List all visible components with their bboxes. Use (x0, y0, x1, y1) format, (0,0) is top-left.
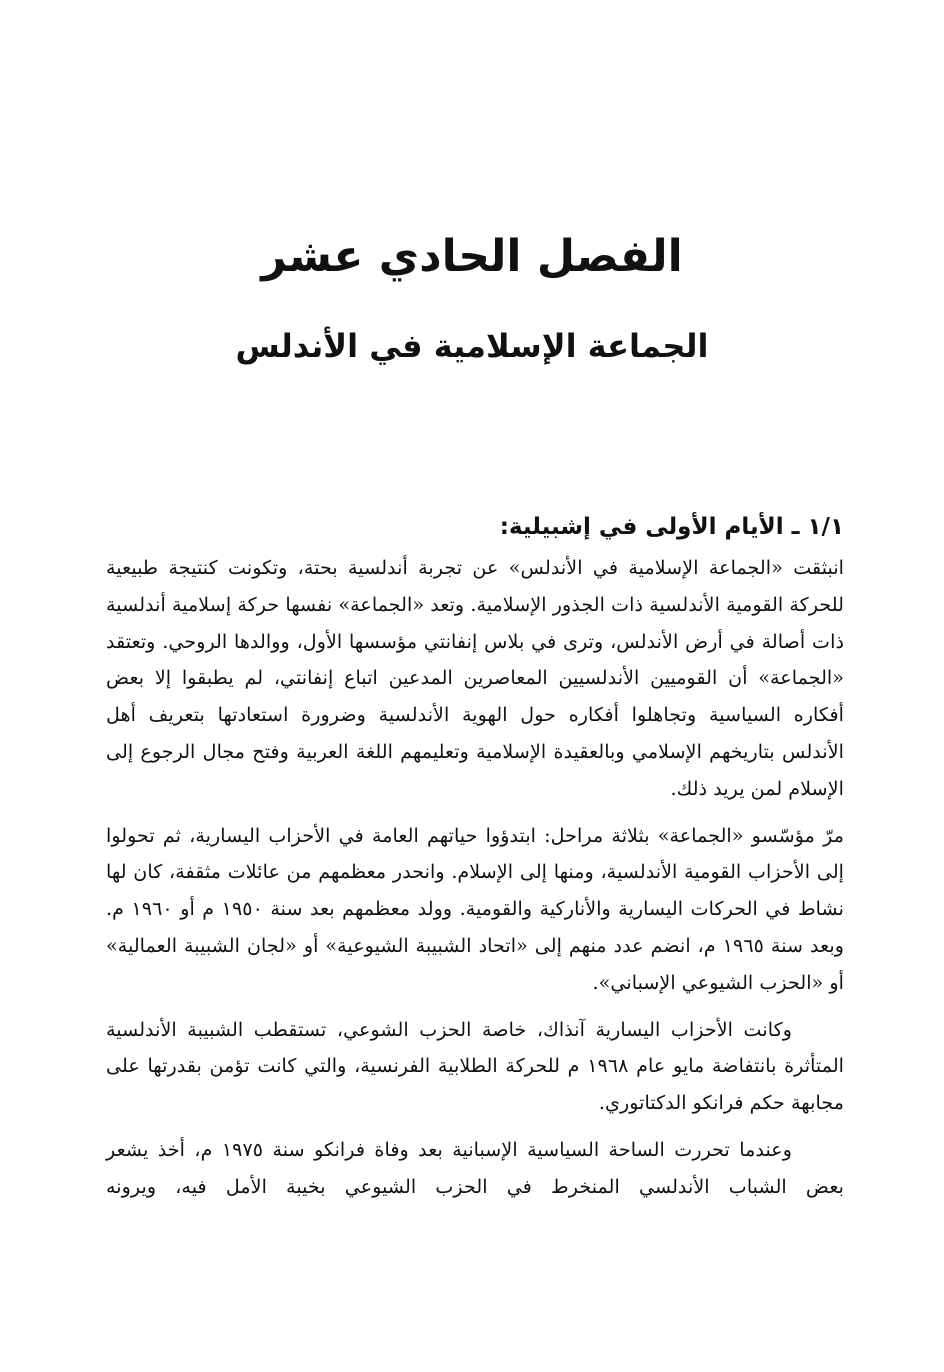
chapter-subtitle: الجماعة الإسلامية في الأندلس (235, 327, 709, 365)
paragraph-3: وكانت الأحزاب اليسارية آنذاك، خاصة الحزب الشوعي، تستقطب الشبيبة الأندلسية المتأثرة بانتفاضة مايو عام ١٩٦٨ م للحركة الطلابية الفرنسية، والتي كانت تؤمن بقدرتها على مجابهة حكم فرانكو الدكتاتوري. (106, 1017, 844, 1115)
paragraph-1: انبثقت «الجماعة الإسلامية في الأندلس» عن تجربة أندلسية بحتة، وتكونت كنتيجة طبيعية للحركة القومية الأندلسية ذات الجذور الإسلامية. وتعد «الجماعة» نفسها حركة إسلامية أندلسية ذات أصالة في أرض الأندلس، وترى في بلاس إنفانتي مؤسسها الأول، ووالدها الروحي. وتعتقد «الجماعة» أن القوميين الأندلسيين المعاصرين المدعين اتباع إنفانتي، لم يطبقوا إلا بعض أفكاره السياسية وتجاهلوا أفكاره حول الهوية الأندلسية وضرورة استعادتها بتعريف أهل الأندلس بتاريخهم الإسلامي وبالعقيدة الإسلامية وتعليمهم اللغة العربية وفتح مجال الرجوع إلى الإسلام لمن يريد ذلك. (106, 556, 844, 800)
paragraph-2: مرّ مؤسّسو «الجماعة» بثلاثة مراحل: ابتدؤوا حياتهم العامة في الأحزاب اليسارية، ثم تحولوا إلى الأحزاب القومية الأندلسية، ومنها إلى الإسلام. وانحدر معظمهم من عائلات مثقفة، كان لها نشاط في الحركات اليسارية والأناركية والقومية. وولد معظمهم بعد سنة ١٩٥٠ م أو ١٩٦٠ م. وبعد سنة ١٩٦٥ م، انضم عدد منهم إلى «اتحاد الشبيبة الشيوعية» أو «لجان الشبيبة العمالية» أو «الحزب الشيوعي الإسباني». (106, 823, 844, 994)
chapter-title: الفصل الحادي عشر (261, 231, 683, 282)
page-content (106, 506, 844, 1206)
section-heading: ١/١ ـ الأيام الأولى في إشبيلية: (499, 514, 844, 540)
paragraph-4: وعندما تحررت الساحة السياسية الإسبانية بعد وفاة فرانكو سنة ١٩٧٥ م، أخذ يشعر بعض الشباب الأندلسي المنخرط في الحزب الشيوعي بخيبة الأمل فيه، ويرونه (106, 1137, 844, 1198)
